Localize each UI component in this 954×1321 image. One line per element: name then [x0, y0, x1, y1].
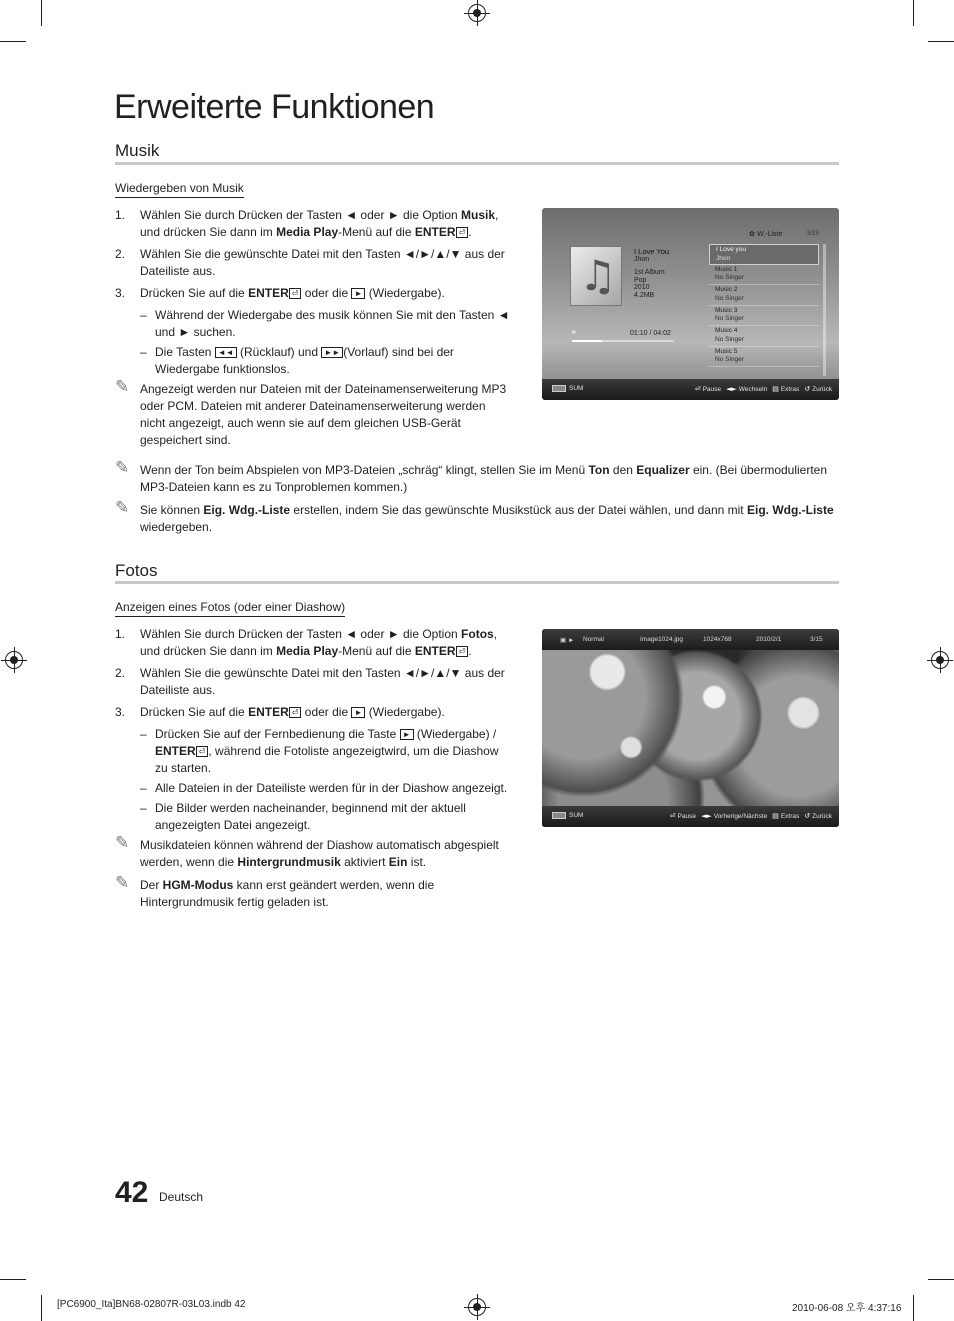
photo-resolution: 1024x768: [703, 636, 732, 643]
enter-key-icon: ⏎: [289, 288, 302, 299]
note-item: ✎ Wenn der Ton beim Abspielen von MP3-Dateien „schräg“ klingt, stellen Sie im Menü Ton den Equalizer ein. (Bei übermodulierten MP3-Dateien kann es zu Tonproblemen kommen.): [115, 458, 828, 494]
track-info: I Love You Jhon 1st Album Pop 2010 4.2MB: [634, 247, 670, 299]
pencil-note-icon: ✎: [115, 458, 130, 477]
photo-date: 2010/2/1: [756, 636, 782, 643]
rewind-key-icon: ◄◄: [215, 347, 237, 358]
registration-mark-icon: [468, 1298, 486, 1316]
enter-key-icon: ⏎: [289, 707, 302, 718]
registration-mark-icon: [468, 4, 486, 22]
crop-mark: [928, 1279, 954, 1280]
play-icon: ►: [571, 329, 578, 336]
pencil-note-icon: ✎: [115, 833, 130, 852]
extras-hint: ▤ Extras: [772, 385, 800, 393]
page-language: Deutsch: [159, 1190, 204, 1204]
section-divider: [115, 162, 839, 165]
dash-item: – Die Bilder werden nacheinander, beginnend mit der aktuell angezeigten Datei angezeigt.: [140, 801, 466, 832]
playlist: [709, 244, 819, 367]
playlist-item[interactable]: Music 2 No Singer: [709, 285, 819, 306]
playlist-count: 3/15: [807, 231, 819, 237]
pause-hint: ⏎ Pause: [694, 385, 721, 393]
note-item: ✎ Sie können Eig. Wdg.-Liste erstellen, indem Sie das gewünschte Musikstück aus der Datei wählen, und dann mit Eig. Wdg.-Liste wiedergeben.: [115, 498, 834, 534]
note-item: ✎ Musikdateien können während der Diashow automatisch abgespielt werden, wenn die Hintergrundmusik aktiviert Ein ist.: [115, 833, 499, 869]
progress-bar[interactable]: [572, 340, 674, 342]
dash-item: – Drücken Sie auf der Fernbedienung die Taste ► (Wiedergabe) / ENTER ⏎ , während die Fotoliste angezeigtwird, um die Diashow zu starten.: [140, 727, 499, 775]
status-bar: SUM ⏎ Pause ◄► Wechseln ▤ Extras ↺ Zurück: [542, 379, 839, 400]
extras-hint: ▤ Extras: [772, 812, 800, 820]
enter-icon: ⏎: [694, 385, 701, 393]
usb-device-icon: [552, 812, 566, 819]
print-slug-left: [PC6900_Ita]BN68-02807R-03L03.indb 42: [57, 1299, 246, 1310]
crop-mark: [913, 0, 914, 26]
apples-photo: [542, 650, 839, 807]
back-hint: ↺ Zurück: [804, 385, 832, 393]
chapter-title: Erweiterte Funktionen: [114, 88, 435, 126]
pencil-note-icon: ✎: [115, 377, 130, 396]
subsection-title-musik: Wiedergeben von Musik: [115, 181, 244, 198]
page-number: 42: [115, 1176, 149, 1209]
crop-mark: [913, 1295, 914, 1321]
pencil-note-icon: ✎: [115, 873, 130, 892]
left-right-icon: ◄►: [700, 812, 712, 820]
enter-key-icon: ⏎: [196, 746, 209, 757]
section-divider: [115, 581, 839, 584]
photo-info-bar: [542, 629, 839, 650]
step-item: 1. Wählen Sie durch Drücken der Tasten ◄ oder ► die Option Musik, und drücken Sie dann im Media Play-Menü auf die ENTER⏎ .: [115, 208, 499, 239]
slideshow-icon: ▣ ►: [560, 637, 575, 644]
playlist-item[interactable]: Music 5 No Singer: [709, 347, 819, 368]
step-item: 2. Wählen Sie die gewünschte Datei mit den Tasten ◄/►/▲/▼ aus der Dateiliste aus.: [115, 247, 505, 278]
photo-count: 3/15: [810, 636, 823, 643]
playlist-item[interactable]: Music 3 No Singer: [709, 306, 819, 327]
subsection-title-fotos: Anzeigen eines Fotos (oder einer Diashow): [115, 600, 345, 617]
play-key-icon: ►: [351, 288, 365, 299]
switch-hint: ◄► Wechseln: [726, 385, 768, 393]
pause-hint: ⏎ Pause: [669, 812, 696, 820]
dash-item: – Alle Dateien in der Dateiliste werden für in der Diashow angezeigt.: [140, 781, 508, 795]
registration-mark-icon: [5, 651, 23, 669]
music-player-screenshot: [542, 208, 839, 400]
playlist-item[interactable]: Music 4 No Singer: [709, 326, 819, 347]
play-time: 01:10 / 04:02: [630, 330, 671, 337]
playlist-header: ✿ W.-Liste: [749, 230, 783, 238]
usb-device-icon: [552, 385, 566, 392]
pencil-note-icon: ✎: [115, 498, 130, 517]
tools-icon: ▤: [772, 385, 779, 393]
print-slug-right: 2010-06-08 오후 4:37:16: [792, 1303, 902, 1314]
musik-notes: [115, 458, 839, 542]
tools-icon: ▤: [772, 812, 779, 820]
return-icon: ↺: [804, 812, 811, 820]
forward-key-icon: ►►: [321, 347, 343, 358]
enter-key-icon: ⏎: [456, 227, 469, 238]
left-right-icon: ◄►: [726, 385, 737, 393]
play-key-icon: ►: [400, 729, 414, 740]
crop-mark: [41, 0, 42, 26]
dash-item: – Während der Wiedergabe des musik können Sie mit den Tasten ◄ und ► suchen.: [140, 308, 510, 339]
playlist-item[interactable]: I Love you Jhon: [709, 244, 819, 265]
crop-mark: [41, 1295, 42, 1321]
prev-next-hint: ◄► Vorherige/Nächste: [700, 812, 768, 820]
dash-item: – Die Tasten ◄◄ (Rücklauf) und ►► (Vorlauf) sind bei der Wiedergabe funktionslos.: [140, 345, 454, 376]
step-item: 3. Drücken Sie auf die ENTER ⏎ oder die ► (Wiedergabe).: [115, 705, 445, 719]
music-note-icon: ♫: [579, 251, 617, 300]
settings-icon: ✿: [749, 230, 758, 238]
step-item: 2. Wählen Sie die gewünschte Datei mit den Tasten ◄/►/▲/▼ aus der Dateiliste aus.: [115, 666, 505, 697]
enter-icon: ⏎: [669, 812, 676, 820]
return-icon: ↺: [804, 385, 811, 393]
photo-filename: Image1024.jpg: [640, 636, 684, 643]
crop-mark: [0, 41, 26, 42]
fotos-instructions: [115, 626, 510, 917]
step-item: 1. Wählen Sie durch Drücken der Tasten ◄ oder ► die Option Fotos, und drücken Sie dann im Media Play-Menü auf die ENTER⏎ .: [115, 627, 498, 658]
slideshow-mode: Normal: [583, 636, 604, 643]
step-item: 3. Drücken Sie auf die ENTER ⏎ oder die ► (Wiedergabe).: [115, 286, 445, 300]
play-key-icon: ►: [351, 707, 365, 718]
crop-mark: [0, 1279, 26, 1280]
playlist-item[interactable]: Music 1 No Singer: [709, 265, 819, 286]
photo-viewer-screenshot: [542, 629, 839, 827]
crop-mark: [928, 41, 954, 42]
status-bar: SUM ⏎ Pause ◄► Vorherige/Nächste ▤ Extras ↺ Zurück: [542, 806, 839, 827]
section-title-musik: Musik: [115, 141, 160, 160]
musik-instructions: [115, 207, 510, 455]
note-item: ✎ Der HGM-Modus kann erst geändert werden, wenn die Hintergrundmusik fertig geladen ist.: [115, 873, 435, 909]
registration-mark-icon: [931, 651, 949, 669]
playlist-scrollbar[interactable]: [823, 244, 826, 376]
note-item: ✎ Angezeigt werden nur Dateien mit der Dateinamenserweiterung MP3 oder PCM. Dateien mit anderer Dateinamenserweiterung werden nicht angezeigt, auch wenn sie auf dem gleichen USB-Gerät gespeichert sind.: [115, 377, 507, 447]
album-art: [570, 246, 622, 306]
section-title-fotos: Fotos: [115, 561, 158, 580]
enter-key-icon: ⏎: [456, 646, 469, 657]
back-hint: ↺ Zurück: [804, 812, 832, 820]
